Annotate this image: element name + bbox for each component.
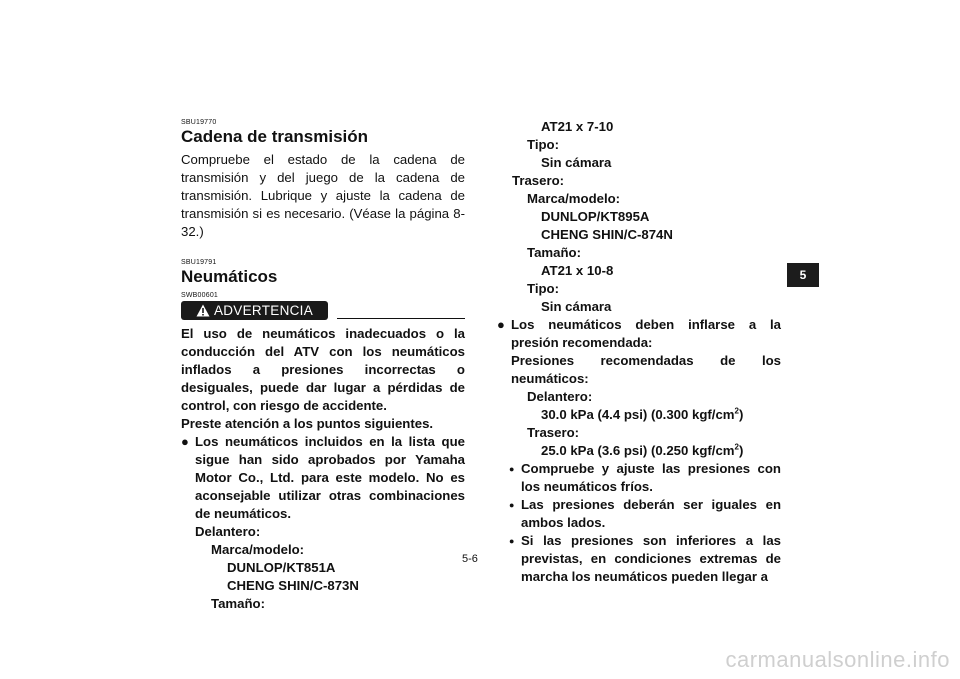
list-item: ● Si las presiones son inferiores a las previstas, en condiciones extremas de marcha los neumáticos pueden llegar a (509, 533, 781, 584)
rear-label: Trasero: (512, 173, 565, 188)
size-label: Tamaño: (211, 596, 265, 611)
size-label: Tamaño: (527, 245, 581, 260)
warning-header (181, 301, 465, 325)
type-label: Tipo: (527, 281, 559, 296)
right-column (497, 118, 781, 586)
bullet-text: Los neumáticos incluidos en la lista que sigue han sido aprobados por Yamaha Motor Co., Ltd. para este modelo. No es aconsejable utilizar otras combinaciones de neumáticos. (195, 434, 465, 521)
rear-type: Sin cámara (541, 299, 612, 314)
list-item (181, 433, 465, 523)
front-label: Delantero: (527, 389, 593, 404)
warning-code: SWB00601 (181, 292, 219, 299)
warning-badge (181, 301, 328, 320)
bullet-icon: ● (509, 500, 515, 510)
list-item: ● Compruebe y ajuste las presiones con los neumáticos fríos. (509, 461, 781, 494)
warning-rule (337, 318, 465, 319)
bullet-icon: ● (509, 536, 515, 546)
tires-heading: Neumáticos (181, 267, 278, 286)
chain-heading: Cadena de transmisión (181, 127, 369, 146)
watermark: carmanualsonline.info (725, 647, 950, 672)
front-brand-1: DUNLOP/KT851A (227, 560, 336, 575)
rear-brand-1: DUNLOP/KT895A (541, 209, 650, 224)
section-code: SBU19770 (181, 119, 217, 126)
bullet-icon: ● (181, 434, 189, 449)
bullet-text: Los neumáticos deben inflarse a la presión recomendada: (511, 317, 781, 350)
list-item (497, 316, 781, 352)
chain-paragraph: Compruebe el estado de la cadena de transmisión y del juego de la cadena de transmisión. Lubrique y ajuste la cadena de transmisión si es necesario. (Véase la página 8-32.) (181, 152, 465, 239)
warning-triangle-icon (196, 304, 210, 317)
rear-pressure: 25.0 kPa (3.6 psi) (0.250 kgf/$cm^2$) (541, 442, 744, 458)
rear-label: Trasero: (527, 425, 580, 440)
page-number: 5-6 (462, 553, 478, 565)
front-brand-2: CHENG SHIN/C-873N (227, 578, 359, 593)
bullet-icon: ● (497, 317, 505, 332)
rear-brand-2: CHENG SHIN/C-874N (541, 227, 673, 242)
rear-size: AT21 x 10-8 (541, 263, 614, 278)
section-code: SBU19791 (181, 259, 217, 266)
bullet-icon: ● (509, 464, 515, 474)
front-type: Sin cámara (541, 155, 612, 170)
warning-label: ADVERTENCIA (213, 303, 314, 318)
front-label: Delantero: (195, 524, 261, 539)
attention-text: Preste atención a los puntos siguientes. (181, 416, 434, 431)
list-item: ● Las presiones deberán ser iguales en ambos lados. (509, 497, 781, 530)
front-pressure: 30.0 kPa (4.4 psi) (0.300 kgf/$cm^2$) (541, 406, 744, 422)
brand-label: Marca/modelo: (211, 542, 305, 557)
pressure-title: Presiones recomendadas de los neumáticos: (511, 353, 781, 386)
front-size: AT21 x 7-10 (541, 119, 614, 134)
section-tab: 5 (787, 263, 819, 287)
left-column (181, 118, 465, 613)
type-label: Tipo: (527, 137, 559, 152)
brand-label: Marca/modelo: (527, 191, 621, 206)
warning-text: El uso de neumáticos inadecuados o la conducción del ATV con los neumáticos inflados a presiones incorrectas o desiguales, puede dar lugar a pérdidas de control, con riesgo de accidente. (181, 326, 465, 413)
